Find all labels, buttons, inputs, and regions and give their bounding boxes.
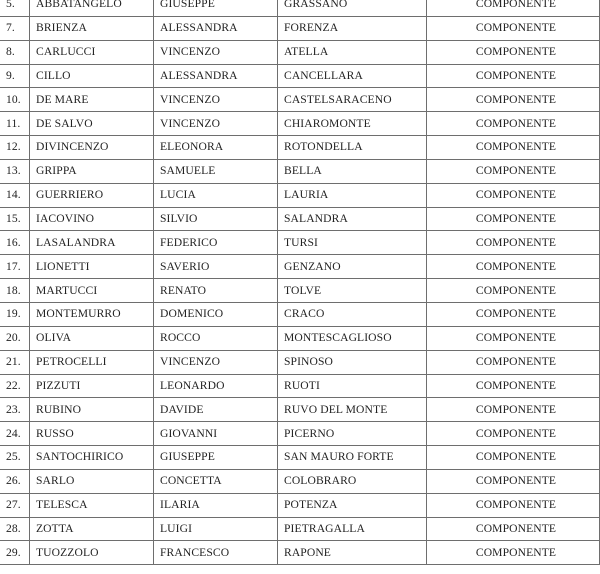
role-cell: COMPONENTE bbox=[427, 446, 600, 470]
surname-cell: PETROCELLI bbox=[30, 350, 154, 374]
row-number: 9. bbox=[0, 64, 30, 88]
municipality-cell: SAN MAURO FORTE bbox=[278, 446, 427, 470]
surname-cell: CILLO bbox=[30, 64, 154, 88]
first-name-cell: LUIGI bbox=[154, 517, 278, 541]
surname-cell: DIVINCENZO bbox=[30, 136, 154, 160]
table-row bbox=[0, 326, 600, 350]
surname-cell: GRIPPA bbox=[30, 159, 154, 183]
surname-cell: BRIENZA bbox=[30, 16, 154, 40]
surname-cell: RUBINO bbox=[30, 398, 154, 422]
municipality-cell: GENZANO bbox=[278, 255, 427, 279]
role-cell: COMPONENTE bbox=[427, 207, 600, 231]
row-number: 7. bbox=[0, 16, 30, 40]
role-cell: COMPONENTE bbox=[427, 0, 600, 16]
municipality-cell: SALANDRA bbox=[278, 207, 427, 231]
table-row bbox=[0, 398, 600, 422]
table-row bbox=[0, 255, 600, 279]
first-name-cell: ALESSANDRA bbox=[154, 16, 278, 40]
table-row bbox=[0, 159, 600, 183]
first-name-cell: VINCENZO bbox=[154, 112, 278, 136]
municipality-cell: CHIAROMONTE bbox=[278, 112, 427, 136]
municipality-cell: SPINOSO bbox=[278, 350, 427, 374]
role-cell: COMPONENTE bbox=[427, 40, 600, 64]
role-cell: COMPONENTE bbox=[427, 64, 600, 88]
role-cell: COMPONENTE bbox=[427, 326, 600, 350]
table-row bbox=[0, 16, 600, 40]
role-cell: COMPONENTE bbox=[427, 255, 600, 279]
role-cell: COMPONENTE bbox=[427, 183, 600, 207]
municipality-cell: RUOTI bbox=[278, 374, 427, 398]
first-name-cell: GIUSEPPE bbox=[154, 446, 278, 470]
role-cell: COMPONENTE bbox=[427, 88, 600, 112]
municipality-cell: RUVO DEL MONTE bbox=[278, 398, 427, 422]
municipality-cell: CASTELSARACENO bbox=[278, 88, 427, 112]
row-number: 17. bbox=[0, 255, 30, 279]
municipality-cell: ROTONDELLA bbox=[278, 136, 427, 160]
surname-cell: DE MARE bbox=[30, 88, 154, 112]
first-name-cell: SAMUELE bbox=[154, 159, 278, 183]
municipality-cell: CRACO bbox=[278, 302, 427, 326]
municipality-cell: TOLVE bbox=[278, 279, 427, 303]
surname-cell: ZOTTA bbox=[30, 517, 154, 541]
municipality-cell: POTENZA bbox=[278, 493, 427, 517]
table-row bbox=[0, 183, 600, 207]
table-row bbox=[0, 350, 600, 374]
role-cell: COMPONENTE bbox=[427, 231, 600, 255]
row-number: 15. bbox=[0, 207, 30, 231]
row-number: 28. bbox=[0, 517, 30, 541]
municipality-cell: COLOBRARO bbox=[278, 469, 427, 493]
first-name-cell: DAVIDE bbox=[154, 398, 278, 422]
row-number: 20. bbox=[0, 326, 30, 350]
row-number: 22. bbox=[0, 374, 30, 398]
role-cell: COMPONENTE bbox=[427, 302, 600, 326]
first-name-cell: FEDERICO bbox=[154, 231, 278, 255]
role-cell: COMPONENTE bbox=[427, 493, 600, 517]
surname-cell: LIONETTI bbox=[30, 255, 154, 279]
municipality-cell: LAURIA bbox=[278, 183, 427, 207]
row-number: 8. bbox=[0, 40, 30, 64]
surname-cell: MONTEMURRO bbox=[30, 302, 154, 326]
first-name-cell: ILARIA bbox=[154, 493, 278, 517]
table-row bbox=[0, 207, 600, 231]
row-number: 24. bbox=[0, 422, 30, 446]
row-number: 19. bbox=[0, 302, 30, 326]
first-name-cell: DOMENICO bbox=[154, 302, 278, 326]
table-row bbox=[0, 40, 600, 64]
role-cell: COMPONENTE bbox=[427, 517, 600, 541]
surname-cell: RUSSO bbox=[30, 422, 154, 446]
row-number: 16. bbox=[0, 231, 30, 255]
surname-cell: CARLUCCI bbox=[30, 40, 154, 64]
table-row bbox=[0, 231, 600, 255]
first-name-cell: LUCIA bbox=[154, 183, 278, 207]
first-name-cell: CONCETTA bbox=[154, 469, 278, 493]
municipality-cell: MONTESCAGLIOSO bbox=[278, 326, 427, 350]
municipality-cell: PIETRAGALLA bbox=[278, 517, 427, 541]
first-name-cell: VINCENZO bbox=[154, 40, 278, 64]
role-cell: COMPONENTE bbox=[427, 279, 600, 303]
role-cell: COMPONENTE bbox=[427, 541, 600, 565]
surname-cell: PIZZUTI bbox=[30, 374, 154, 398]
table-row bbox=[0, 493, 600, 517]
surname-cell: LASALANDRA bbox=[30, 231, 154, 255]
municipality-cell: BELLA bbox=[278, 159, 427, 183]
table-row bbox=[0, 88, 600, 112]
first-name-cell: ALESSANDRA bbox=[154, 64, 278, 88]
table-row bbox=[0, 302, 600, 326]
role-cell: COMPONENTE bbox=[427, 422, 600, 446]
first-name-cell: LEONARDO bbox=[154, 374, 278, 398]
table-row bbox=[0, 469, 600, 493]
surname-cell: SANTOCHIRICO bbox=[30, 446, 154, 470]
first-name-cell: VINCENZO bbox=[154, 88, 278, 112]
row-number: 11. bbox=[0, 112, 30, 136]
table-row bbox=[0, 112, 600, 136]
table-row bbox=[0, 64, 600, 88]
first-name-cell: RENATO bbox=[154, 279, 278, 303]
row-number: 29. bbox=[0, 541, 30, 565]
row-number: 23. bbox=[0, 398, 30, 422]
first-name-cell: GIOVANNI bbox=[154, 422, 278, 446]
surname-cell: GUERRIERO bbox=[30, 183, 154, 207]
row-number: 12. bbox=[0, 136, 30, 160]
surname-cell: OLIVA bbox=[30, 326, 154, 350]
table-row bbox=[0, 0, 600, 16]
first-name-cell: VINCENZO bbox=[154, 350, 278, 374]
surname-cell: SARLO bbox=[30, 469, 154, 493]
role-cell: COMPONENTE bbox=[427, 159, 600, 183]
row-number: 13. bbox=[0, 159, 30, 183]
row-number: 10. bbox=[0, 88, 30, 112]
first-name-cell: SILVIO bbox=[154, 207, 278, 231]
table-row bbox=[0, 446, 600, 470]
role-cell: COMPONENTE bbox=[427, 112, 600, 136]
role-cell: COMPONENTE bbox=[427, 350, 600, 374]
first-name-cell: SAVERIO bbox=[154, 255, 278, 279]
table-row bbox=[0, 279, 600, 303]
table-row bbox=[0, 374, 600, 398]
table-row bbox=[0, 541, 600, 565]
first-name-cell: GIUSEPPE bbox=[154, 0, 278, 16]
role-cell: COMPONENTE bbox=[427, 136, 600, 160]
municipality-cell: CANCELLARA bbox=[278, 64, 427, 88]
surname-cell: IACOVINO bbox=[30, 207, 154, 231]
row-number: 21. bbox=[0, 350, 30, 374]
row-number: 14. bbox=[0, 183, 30, 207]
row-number: 18. bbox=[0, 279, 30, 303]
row-number: 25. bbox=[0, 446, 30, 470]
role-cell: COMPONENTE bbox=[427, 469, 600, 493]
municipality-cell: RAPONE bbox=[278, 541, 427, 565]
role-cell: COMPONENTE bbox=[427, 16, 600, 40]
role-cell: COMPONENTE bbox=[427, 374, 600, 398]
surname-cell: DE SALVO bbox=[30, 112, 154, 136]
municipality-cell: PICERNO bbox=[278, 422, 427, 446]
surname-cell: ABBATANGELO bbox=[30, 0, 154, 16]
municipality-cell: TURSI bbox=[278, 231, 427, 255]
surname-cell: MARTUCCI bbox=[30, 279, 154, 303]
surname-cell: TELESCA bbox=[30, 493, 154, 517]
first-name-cell: ELEONORA bbox=[154, 136, 278, 160]
role-cell: COMPONENTE bbox=[427, 398, 600, 422]
surname-cell: TUOZZOLO bbox=[30, 541, 154, 565]
table-row bbox=[0, 517, 600, 541]
row-number: 26. bbox=[0, 469, 30, 493]
row-number: 5. bbox=[0, 0, 30, 16]
first-name-cell: FRANCESCO bbox=[154, 541, 278, 565]
row-number: 27. bbox=[0, 493, 30, 517]
table-row bbox=[0, 136, 600, 160]
municipality-cell: FORENZA bbox=[278, 16, 427, 40]
table-row bbox=[0, 422, 600, 446]
municipality-cell: GRASSANO bbox=[278, 0, 427, 16]
municipality-cell: ATELLA bbox=[278, 40, 427, 64]
first-name-cell: ROCCO bbox=[154, 326, 278, 350]
